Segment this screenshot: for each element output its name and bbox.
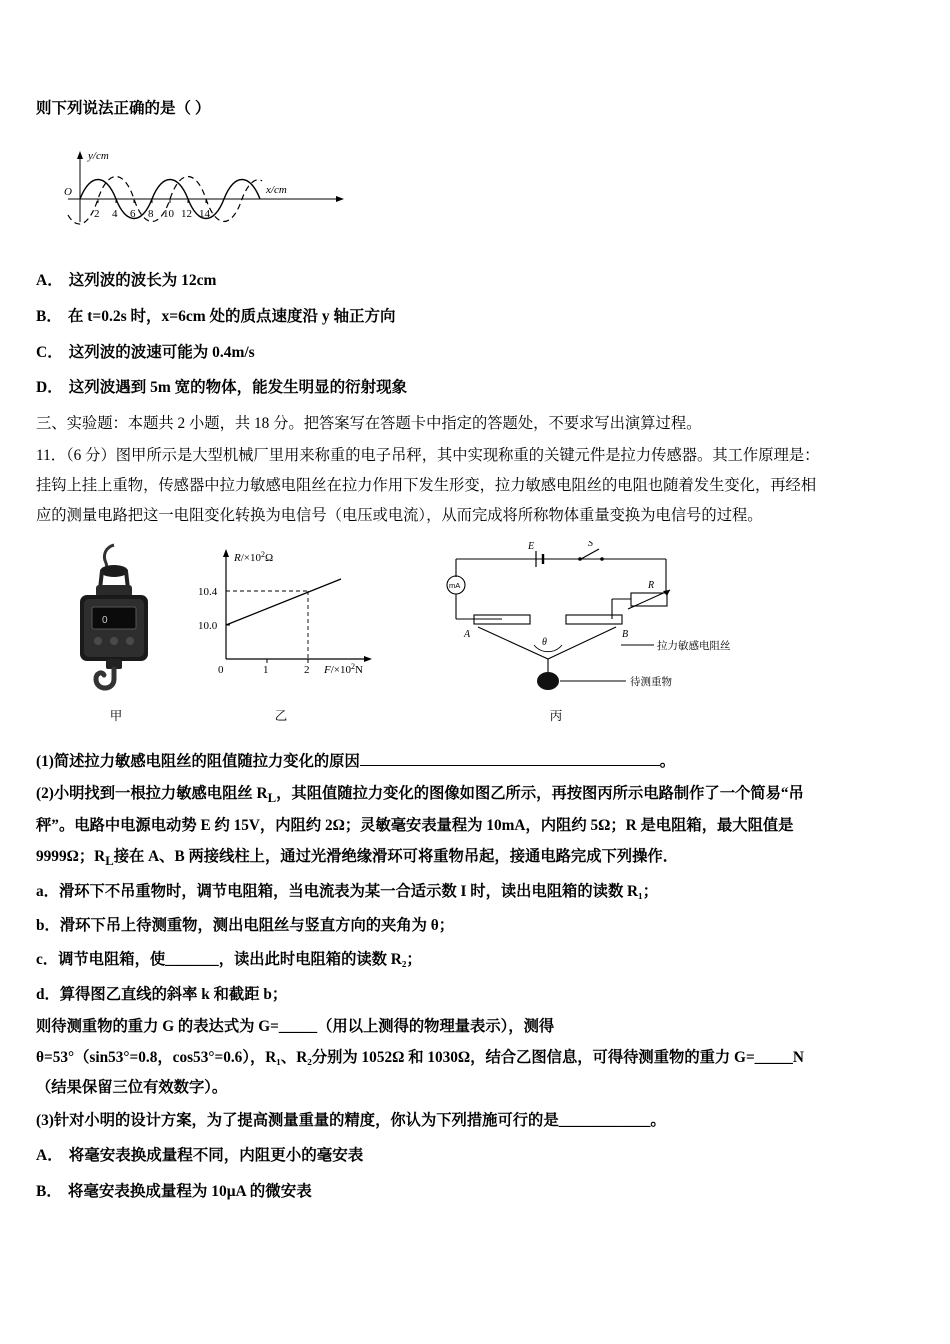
question-11-part3: (3)针对小明的设计方案，为了提高测量重量的精度，你认为下列措施可行的是____________。 bbox=[36, 1112, 666, 1130]
part2-line1-sub: L bbox=[267, 790, 277, 805]
question-11-data-line2: （结果保留三位有效数字）。 bbox=[36, 1079, 228, 1097]
svg-text:6: 6 bbox=[130, 208, 136, 221]
svg-text:mA: mA bbox=[449, 580, 461, 590]
figure-bing bbox=[416, 541, 836, 724]
question-11-step-a: a．滑环下不吊重物时，调节电阻箱，当电流表为某一合适示数 I 时，读出电阻箱的读数 R₁； bbox=[36, 882, 658, 900]
q10-option-d-label: D． bbox=[36, 379, 63, 397]
svg-text:y/cm: y/cm bbox=[88, 150, 109, 163]
question-11-step-c: c．调节电阻箱，使_______，读出此时电阻箱的读数 R₂； bbox=[36, 951, 422, 969]
svg-text:10: 10 bbox=[163, 208, 174, 221]
page-content bbox=[36, 92, 914, 1210]
figure-jia bbox=[56, 541, 176, 724]
wave-figure bbox=[58, 137, 358, 245]
question-11-part2-line3 bbox=[36, 842, 914, 875]
svg-text:E: E bbox=[528, 540, 535, 552]
q11-option-b bbox=[36, 1174, 914, 1210]
section-3-heading: 三、实验题：本题共 2 小题，共 18 分。把答案写在答题卡中指定的答题处，不要求写出演算过程。 bbox=[36, 414, 702, 432]
svg-text:0: 0 bbox=[218, 663, 224, 676]
svg-text:12: 12 bbox=[181, 208, 192, 221]
svg-text:10.4: 10.4 bbox=[198, 585, 218, 598]
part2-line3-sub: L bbox=[105, 854, 114, 869]
q10-option-c-text: 这列波的波速可能为 0.4m/s bbox=[68, 343, 255, 361]
question-11-step-b: b．滑环下吊上待测重物，测出电阻丝与竖直方向的夹角为 θ； bbox=[36, 917, 455, 935]
svg-text:A: A bbox=[464, 628, 471, 640]
circuit-diagram bbox=[416, 541, 836, 701]
question-11-part2-line1 bbox=[36, 779, 914, 812]
q11-option-b-label: B． bbox=[36, 1183, 62, 1201]
question-11-step-d: d．算得图乙直线的斜率 k 和截距 b； bbox=[36, 985, 288, 1003]
wave-figure-svg bbox=[58, 137, 358, 245]
question-11-intro-line1 bbox=[36, 441, 914, 471]
q10-option-a-text: 这列波的波长为 12cm bbox=[68, 272, 217, 290]
question-11-intro-text1: 图甲所示是大型机械厂里用来称重的电子吊秤，其中实现称重的关键元件是拉力传感器。其工作原理是： bbox=[115, 447, 820, 465]
figure-bing-caption: 丙 bbox=[549, 708, 563, 723]
svg-text:R/×102Ω: $R/\times 10^2\Omega$ bbox=[234, 549, 274, 564]
part2-line3-a: 9999Ω；R bbox=[36, 848, 106, 866]
q10-option-b-label: B． bbox=[36, 307, 62, 325]
q10-option-d bbox=[36, 370, 914, 406]
q10-option-b-text: 在 t=0.2s 时，x=6cm 处的质点速度沿 y 轴正方向 bbox=[67, 307, 396, 325]
figure-yi-caption: 乙 bbox=[274, 708, 288, 723]
q10-option-b bbox=[36, 299, 914, 335]
svg-text:S: S bbox=[588, 540, 593, 549]
svg-text:拉力敏感电阻丝: 拉力敏感电阻丝 bbox=[657, 639, 731, 652]
svg-text:R: R bbox=[648, 579, 655, 591]
answer-blank-1[interactable] bbox=[360, 752, 660, 766]
svg-text:B: B bbox=[622, 628, 629, 640]
question-11-data-line: θ=53°（sin53°=0.8，cos53°=0.6），R₁、R₂分别为 1052Ω 和 1030Ω，结合乙图信息，可得待测重物的重力 G=_____N bbox=[36, 1048, 804, 1066]
q10-option-d-text: 这列波遇到 5m 宽的物体，能发生明显的衍射现象 bbox=[68, 379, 408, 397]
svg-text:0: 0 bbox=[102, 614, 108, 626]
part2-line1-b: ，其阻值随拉力变化的图像如图乙所示，再按图丙所示电路制作了一个简易“吊 bbox=[276, 784, 804, 802]
question-10-stem: 则下列说法正确的是（ ） bbox=[36, 100, 211, 117]
q10-option-c bbox=[36, 335, 914, 371]
question-11-intro-line2: 挂钩上挂上重物，传感器中拉力敏感电阻丝在拉力作用下发生形变，拉力敏感电阻丝的电阻也随着发生变化，再经相 bbox=[36, 476, 817, 494]
svg-text:10.0: 10.0 bbox=[198, 619, 218, 632]
experiment-figure bbox=[56, 541, 906, 731]
svg-text:2: 2 bbox=[94, 208, 100, 221]
svg-text:x/cm: x/cm bbox=[266, 184, 287, 197]
q11-option-a-label: A． bbox=[36, 1147, 63, 1165]
q11-option-a bbox=[36, 1138, 914, 1174]
q11-option-b-text: 将毫安表换成量程为 10μA 的微安表 bbox=[67, 1183, 312, 1201]
part2-line1-a: (2)小明找到一根拉力敏感电阻丝 R bbox=[36, 784, 268, 802]
question-11-expression-line: 则待测重物的重力 G 的表达式为 G=_____（用以上测得的物理量表示），测得 bbox=[36, 1018, 555, 1036]
question-11-part1-text: (1)简述拉力敏感电阻丝的阻值随拉力变化的原因 bbox=[36, 752, 360, 770]
svg-text:4: 4 bbox=[112, 208, 118, 221]
question-11-intro-line3: 应的测量电路把这一电阻变化转换为电信号（电压或电流），从而完成将所称物体重量变换为电信号的过程。 bbox=[36, 506, 763, 524]
svg-text:8: 8 bbox=[148, 208, 154, 221]
question-11-part1-end: 。 bbox=[659, 752, 676, 770]
question-11-number: 11．（6 分） bbox=[36, 447, 116, 465]
svg-text:F/×102N: $F/\times 10^2N$ bbox=[324, 661, 363, 676]
q10-option-a bbox=[36, 263, 914, 299]
resistance-force-graph bbox=[196, 541, 386, 701]
svg-text:待测重物: 待测重物 bbox=[630, 675, 672, 688]
question-11-part2-line2: 秤”。电路中电源电动势 E 约 15V，内阻约 2Ω；灵敏毫安表量程为 10mA，内阻约 5Ω；R 是电阻箱，最大阻值是 bbox=[36, 817, 794, 835]
svg-text:1: 1 bbox=[263, 663, 269, 676]
figure-yi bbox=[196, 541, 376, 724]
q10-option-c-label: C． bbox=[36, 343, 63, 361]
svg-text:2: 2 bbox=[304, 663, 310, 676]
svg-text:O: O bbox=[64, 186, 72, 199]
q10-option-a-label: A． bbox=[36, 272, 63, 290]
figure-jia-caption: 甲 bbox=[109, 708, 123, 723]
q11-option-a-text: 将毫安表换成量程不同，内阻更小的毫安表 bbox=[68, 1147, 364, 1165]
question-11-part1 bbox=[36, 745, 914, 779]
svg-text:14: 14 bbox=[199, 208, 210, 221]
part2-line3-b: 接在 A、B 两接线柱上，通过光滑绝缘滑环可将重物吊起，接通电路完成下列操作． bbox=[113, 848, 678, 866]
crane-scale-drawing bbox=[56, 541, 176, 701]
svg-text:θ: θ bbox=[542, 636, 547, 648]
